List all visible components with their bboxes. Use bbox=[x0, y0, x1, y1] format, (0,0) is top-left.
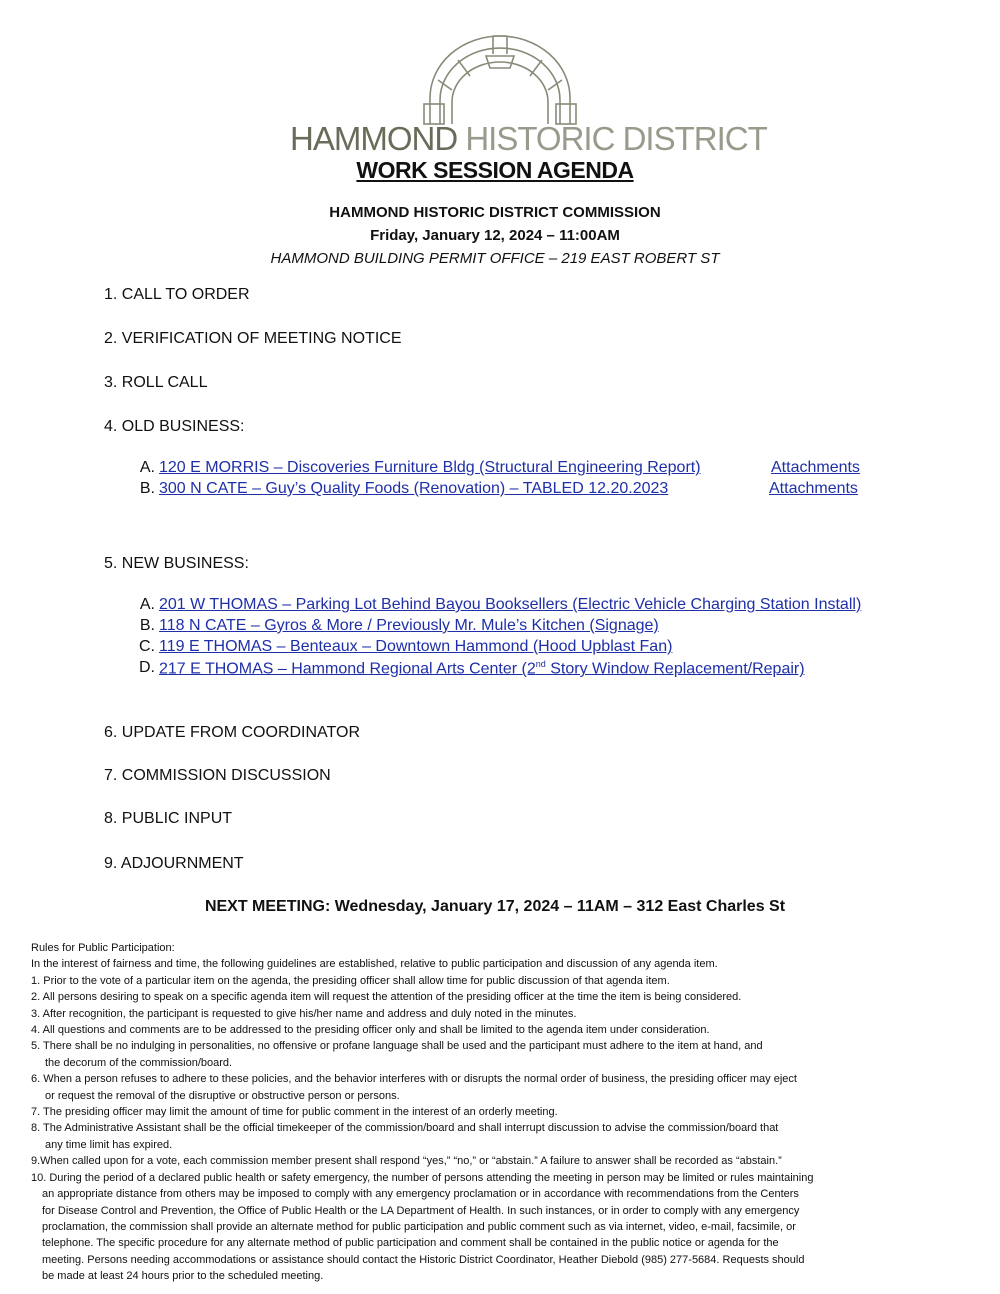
item-letter: D. bbox=[139, 659, 155, 676]
new-business-link-c[interactable]: 119 E THOMAS – Benteaux – Downtown Hammond (Hood Upblast Fan) bbox=[159, 638, 673, 655]
rule-1: 1. Prior to the vote of a particular item on the agenda, the presiding officer shall allow time for public discussion of that agenda item. bbox=[31, 974, 670, 987]
agenda-item-public-input: 8. PUBLIC INPUT bbox=[104, 810, 233, 827]
rule-8: 8. The Administrative Assistant shall be the official timekeeper of the commission/board and shall interrupt discussion to advise the commission/board that bbox=[31, 1122, 779, 1135]
item-letter: B. bbox=[139, 617, 155, 634]
old-business-link-b[interactable]: 300 N CATE – Guy’s Quality Foods (Renovation) – TABLED 12.20.2023 bbox=[159, 480, 669, 497]
link-text-pre: 217 E THOMAS – Hammond Regional Arts Center (2 bbox=[159, 660, 536, 678]
new-business-link-d[interactable] bbox=[159, 659, 805, 678]
rule-10-cont: proclamation, the commission shall provide an alternate method for public participation and public comment such as via internet, video, e-mail, facsimile, or bbox=[42, 1220, 796, 1233]
new-business-item bbox=[135, 638, 965, 658]
new-business-link-b[interactable]: 118 N CATE – Gyros & More / Previously Mr. Mule’s Kitchen (Signage) bbox=[159, 617, 659, 634]
agenda-item-adjournment: 9. ADJOURNMENT bbox=[104, 855, 244, 872]
rules-heading: Rules for Public Participation: bbox=[31, 942, 175, 954]
rule-5: 5. There shall be no indulging in personalities, no offensive or profane language shall be used and the participant must adhere to the item at hand, and bbox=[31, 1040, 763, 1053]
agenda-item-old-business: 4. OLD BUSINESS: bbox=[104, 418, 245, 435]
logo-text-dark: HAMMOND bbox=[290, 120, 466, 157]
rule-10: 10. During the period of a declared public health or safety emergency, the number of persons attending the meeting in person may be limited or rules maintaining bbox=[31, 1171, 814, 1184]
rule-6: 6. When a person refuses to adhere to these policies, and the behavior interferes with or disrupts the normal order of business, the presiding officer may eject bbox=[31, 1073, 797, 1086]
item-letter: A. bbox=[139, 596, 155, 613]
rule-3: 3. After recognition, the participant is requested to give his/her name and address and duly noted in the minutes. bbox=[31, 1007, 577, 1020]
logo-text-light: HISTORIC DISTRICT bbox=[465, 120, 767, 157]
old-business-item bbox=[135, 480, 775, 500]
rule-10-cont: telephone. The specific procedure for any alternate method of public participation and comment shall be contained in the public notice or agenda for the bbox=[42, 1237, 779, 1250]
meeting-location: HAMMOND BUILDING PERMIT OFFICE – 219 EAST ROBERT ST bbox=[270, 250, 720, 267]
rule-9: 9.When called upon for a vote, each commission member present shall respond “yes,” “no,” or “abstain.” A failure to answer shall be recorded as “abstain.” bbox=[31, 1155, 782, 1168]
agenda-item-new-business: 5. NEW BUSINESS: bbox=[104, 555, 249, 572]
agenda-item-update-coordinator: 6. UPDATE FROM COORDINATOR bbox=[104, 724, 361, 741]
item-letter: B. bbox=[139, 480, 155, 497]
attachments-link-b[interactable]: Attachments bbox=[769, 480, 858, 497]
agenda-item-roll-call: 3. ROLL CALL bbox=[104, 374, 208, 391]
rule-6-cont: or request the removal of the disruptive or obstructive person or persons. bbox=[45, 1089, 400, 1102]
organization-name: HAMMOND HISTORIC DISTRICT COMMISSION bbox=[329, 204, 661, 221]
arch-logo-icon bbox=[290, 32, 710, 127]
rule-10-cont: an appropriate distance from others may be imposed to comply with any emergency proclamation or in accordance with recommendations from the Centers bbox=[42, 1188, 799, 1201]
rule-7: 7. The presiding officer may limit the amount of time for public comment in the interest of an orderly meeting. bbox=[31, 1106, 558, 1119]
rule-5-cont: the decorum of the commission/board. bbox=[45, 1056, 233, 1069]
link-text-post: Story Window Replacement/Repair) bbox=[545, 660, 805, 678]
link-text-sup: nd bbox=[535, 659, 546, 669]
old-business-link-a[interactable]: 120 E MORRIS – Discoveries Furniture Bldg (Structural Engineering Report) bbox=[159, 459, 701, 476]
rule-8-cont: any time limit has expired. bbox=[45, 1138, 173, 1151]
new-business-item bbox=[135, 596, 965, 616]
rule-10-cont: be made at least 24 hours prior to the scheduled meeting. bbox=[42, 1270, 324, 1283]
page-title: WORK SESSION AGENDA bbox=[356, 157, 634, 183]
old-business-item bbox=[135, 459, 775, 479]
rule-4: 4. All questions and comments are to be addressed to the presiding officer only and shall be limited to the agenda item under consideration. bbox=[31, 1024, 710, 1037]
meeting-datetime: Friday, January 12, 2024 – 11:00AM bbox=[370, 227, 620, 244]
rule-10-cont: meeting. Persons needing accommodations or assistance should contact the Historic District Coordinator, Heather Diebold (985) 277-5684. Requests should bbox=[42, 1253, 805, 1266]
item-letter: C. bbox=[139, 638, 155, 655]
rules-section bbox=[31, 940, 961, 1285]
next-meeting: NEXT MEETING: Wednesday, January 17, 2024 – 11AM – 312 East Charles St bbox=[204, 898, 786, 915]
agenda-item-call-to-order: 1. CALL TO ORDER bbox=[104, 286, 250, 303]
new-business-item bbox=[135, 617, 965, 637]
agenda-item-commission-discussion: 7. COMMISSION DISCUSSION bbox=[104, 767, 331, 784]
new-business-item bbox=[135, 659, 965, 679]
rule-10-cont: for Disease Control and Prevention, the Office of Public Health or the LA Department of Health. In such instances, or in order to comply with any emergency bbox=[42, 1204, 800, 1217]
logo-wordmark bbox=[290, 120, 767, 158]
rule-2: 2. All persons desiring to speak on a specific agenda item will request the attention of the presiding officer at the time the item is being considered. bbox=[31, 991, 742, 1004]
agenda-item-verification: 2. VERIFICATION OF MEETING NOTICE bbox=[104, 330, 402, 347]
logo bbox=[290, 32, 767, 157]
attachments-link-a[interactable]: Attachments bbox=[771, 459, 860, 476]
new-business-link-a[interactable]: 201 W THOMAS – Parking Lot Behind Bayou Booksellers (Electric Vehicle Charging Station Install) bbox=[159, 596, 862, 613]
item-letter: A. bbox=[139, 459, 155, 476]
rules-intro: In the interest of fairness and time, the following guidelines are established, relative to public participation and discussion of any agenda item. bbox=[31, 958, 718, 971]
